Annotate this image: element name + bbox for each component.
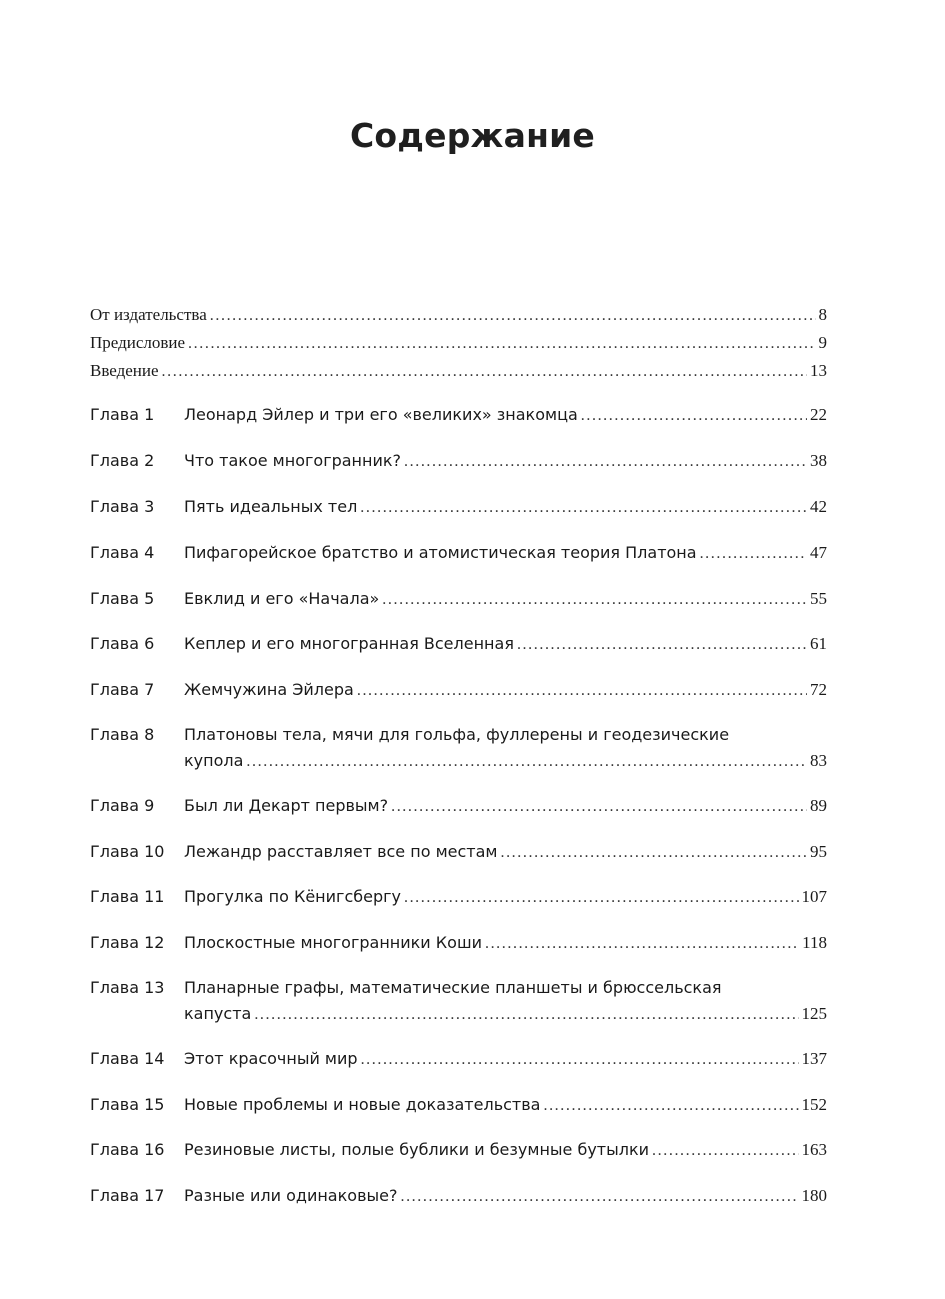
chapter-title: Что такое многогранник? [184, 451, 402, 470]
chapter-label: Глава 5 [90, 589, 155, 608]
chapter-label: Глава 8 [90, 725, 155, 744]
page-number: 152 [801, 1095, 827, 1114]
page-number: 95 [810, 842, 827, 861]
chapter-label: Глава 12 [90, 933, 165, 952]
chapter-label: Глава 17 [90, 1186, 165, 1205]
chapter-title: Леонард Эйлер и три его «великих» знакомца [184, 405, 578, 424]
dot-leader [652, 1138, 798, 1164]
chapter-label: Глава 7 [90, 680, 155, 699]
chapter-title-continuation: купола [184, 751, 244, 770]
dot-leader [188, 331, 815, 357]
page-number: 89 [810, 796, 827, 815]
toc-entry-chapter-9[interactable] [90, 793, 827, 819]
chapter-label: Глава 14 [90, 1049, 165, 1068]
dot-leader [361, 1047, 799, 1073]
page-number: 125 [801, 1004, 827, 1023]
page-number: 107 [801, 887, 827, 906]
toc-entry-chapter-11[interactable] [90, 884, 827, 910]
toc-entry-chapter-14[interactable] [90, 1046, 827, 1072]
dot-leader [500, 840, 807, 866]
chapter-label: Глава 3 [90, 497, 155, 516]
toc-entry-introduction[interactable] [90, 358, 827, 384]
dot-leader [357, 678, 807, 704]
toc-entry-chapter-1[interactable] [90, 402, 827, 428]
entry-title: От издательства [90, 305, 207, 324]
dot-leader [391, 794, 807, 820]
chapter-title: Новые проблемы и новые доказательства [184, 1095, 541, 1114]
toc-entry-chapter-13[interactable] [90, 975, 827, 1027]
dot-leader [700, 541, 807, 567]
page-number: 9 [818, 333, 827, 352]
page-number: 137 [801, 1049, 827, 1068]
chapter-label: Глава 4 [90, 543, 155, 562]
dot-leader [360, 495, 807, 521]
toc-entry-chapter-10[interactable] [90, 839, 827, 865]
page-number: 72 [810, 680, 827, 699]
page-number: 180 [801, 1186, 827, 1205]
chapter-title: Пять идеальных тел [184, 497, 358, 516]
toc-entry-preface[interactable] [90, 330, 827, 356]
dot-leader [254, 1002, 798, 1028]
toc-entry-chapter-8[interactable] [90, 722, 827, 774]
entry-title: Введение [90, 361, 159, 380]
dot-leader [400, 1184, 798, 1210]
chapter-title: Пифагорейское братство и атомистическая теория Платона [184, 543, 697, 562]
dot-leader [210, 303, 816, 329]
page-number: 83 [810, 751, 827, 770]
chapter-label: Глава 10 [90, 842, 165, 861]
toc-entry-chapter-17[interactable] [90, 1183, 827, 1209]
page-number: 61 [810, 634, 827, 653]
dot-leader [404, 885, 799, 911]
page-number: 47 [810, 543, 827, 562]
dot-leader [162, 359, 807, 385]
toc-entry-chapter-5[interactable] [90, 586, 827, 612]
chapter-title: Платоновы тела, мячи для гольфа, фуллерены и геодезические [184, 725, 730, 744]
page-number: 38 [810, 451, 827, 470]
page-number: 163 [801, 1140, 827, 1159]
page-number: 42 [810, 497, 827, 516]
page-title: Содержание [350, 116, 595, 155]
dot-leader [404, 449, 807, 475]
chapter-title: Лежандр расставляет все по местам [184, 842, 498, 861]
chapter-title: Этот красочный мир [184, 1049, 358, 1068]
chapter-label: Глава 9 [90, 796, 155, 815]
chapter-label: Глава 1 [90, 405, 155, 424]
page-number: 8 [818, 305, 827, 324]
dot-leader [485, 931, 799, 957]
chapter-title: Резиновые листы, полые бублики и безумные бутылки [184, 1140, 650, 1159]
toc-entry-chapter-16[interactable] [90, 1137, 827, 1163]
dot-leader [382, 587, 807, 613]
dot-leader [246, 749, 807, 775]
dot-leader [543, 1093, 798, 1119]
chapter-label: Глава 2 [90, 451, 155, 470]
chapter-title: Планарные графы, математические планшеты и брюссельская [184, 978, 722, 997]
chapter-title: Разные или одинаковые? [184, 1186, 398, 1205]
toc-entry-publisher-note[interactable] [90, 302, 827, 328]
toc-entry-chapter-6[interactable] [90, 631, 827, 657]
chapter-title: Прогулка по Кёнигсбергу [184, 887, 401, 906]
dot-leader [581, 403, 807, 429]
toc-entry-chapter-4[interactable] [90, 540, 827, 566]
page-number: 55 [810, 589, 827, 608]
chapter-title: Жемчужина Эйлера [184, 680, 354, 699]
toc-entry-chapter-15[interactable] [90, 1092, 827, 1118]
chapter-title-continuation: капуста [184, 1004, 252, 1023]
page-number: 22 [810, 405, 827, 424]
chapter-label: Глава 6 [90, 634, 155, 653]
page-number: 118 [802, 933, 827, 952]
chapter-title: Плоскостные многогранники Коши [184, 933, 482, 952]
page-number: 13 [810, 361, 827, 380]
chapter-label: Глава 13 [90, 978, 165, 997]
dot-leader [517, 632, 807, 658]
toc-entry-chapter-2[interactable] [90, 448, 827, 474]
chapter-title: Кеплер и его многогранная Вселенная [184, 634, 514, 653]
entry-title: Предисловие [90, 333, 186, 352]
toc-entry-chapter-12[interactable] [90, 930, 827, 956]
toc-entry-chapter-3[interactable] [90, 494, 827, 520]
chapter-title: Евклид и его «Начала» [184, 589, 380, 608]
chapter-title: Был ли Декарт первым? [184, 796, 389, 815]
chapter-label: Глава 16 [90, 1140, 165, 1159]
toc-entry-chapter-7[interactable] [90, 677, 827, 703]
chapter-label: Глава 11 [90, 887, 165, 906]
chapter-label: Глава 15 [90, 1095, 165, 1114]
